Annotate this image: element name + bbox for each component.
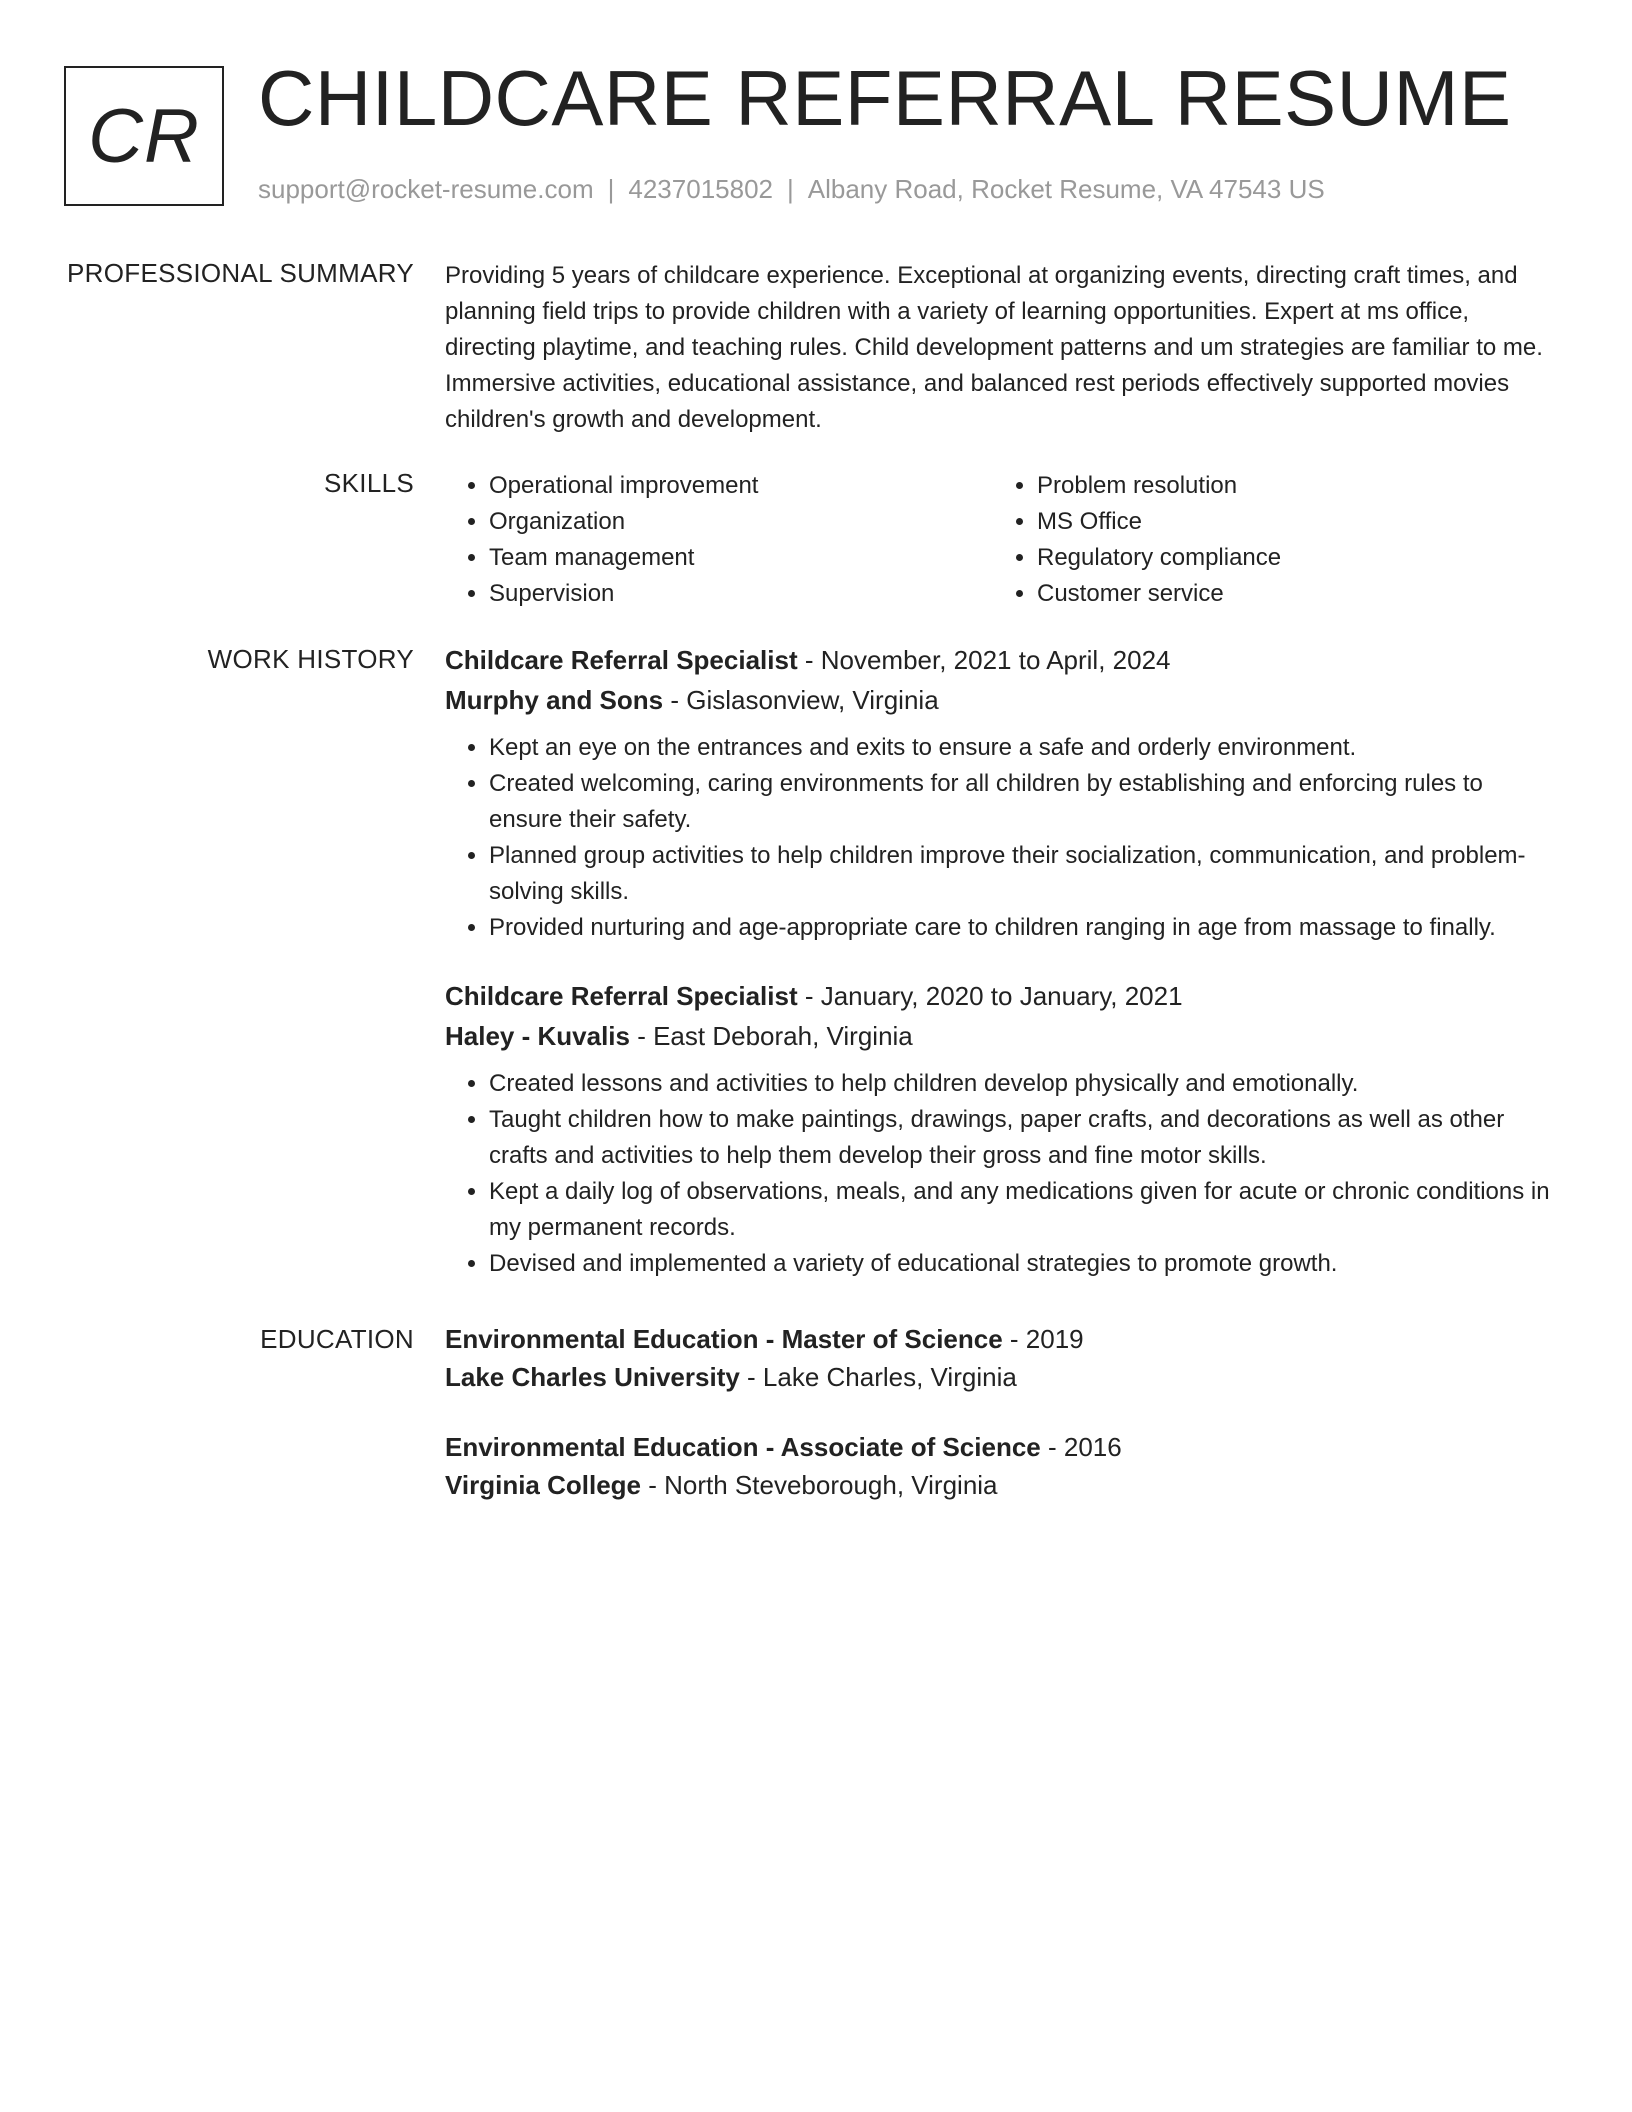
job-company-line (445, 1016, 1560, 1056)
job-title-line (445, 976, 1560, 1016)
school-location: - North Steveborough, Virginia (641, 1470, 998, 1500)
school-line (445, 1466, 1560, 1504)
degree: Environmental Education - Associate of Science (445, 1432, 1041, 1462)
education-entry (445, 1428, 1560, 1504)
work-history-body (445, 640, 1560, 1312)
job-bullets (445, 730, 1560, 946)
skill-item: • Organization (489, 504, 993, 540)
degree-year: - 2016 (1040, 1432, 1122, 1462)
job-location: - Gislasonview, Virginia (663, 685, 939, 715)
school-location: - Lake Charles, Virginia (739, 1362, 1017, 1392)
skill-item: • Supervision (489, 576, 993, 612)
job-bullet: • Kept an eye on the entrances and exits to ensure a safe and orderly environment. (489, 730, 1560, 766)
summary-body (445, 258, 1560, 438)
education-heading: EDUCATION (260, 1324, 414, 1354)
work-history-heading: WORK HISTORY (207, 644, 414, 674)
contact-separator: | (787, 174, 794, 204)
contact-email: support@rocket-resume.com (258, 174, 594, 204)
contact-address: Albany Road, Rocket Resume, VA 47543 US (807, 174, 1325, 204)
job-company-line (445, 680, 1560, 720)
job-bullet: • Kept a daily log of observations, meals, and any medications given for acute or chronic conditions in my permanent records. (489, 1174, 1560, 1246)
job-entry (445, 640, 1560, 946)
job-dates: - January, 2020 to January, 2021 (797, 981, 1183, 1011)
resume-title: CHILDCARE REFERRAL RESUME (258, 54, 1512, 142)
skill-item: • Team management (489, 540, 993, 576)
contact-phone: 4237015802 (628, 174, 773, 204)
job-bullet: • Created welcoming, caring environments for all children by establishing and enforcing rules to ensure their safety. (489, 766, 1560, 838)
job-bullet: • Created lessons and activities to help children develop physically and emotionally. (489, 1066, 1560, 1102)
summary-heading: PROFESSIONAL SUMMARY (67, 258, 414, 288)
skill-item: • Regulatory compliance (1037, 540, 1541, 576)
job-title: Childcare Referral Specialist (445, 645, 798, 675)
skill-item: • Problem resolution (1037, 468, 1541, 504)
skill-item: • MS Office (1037, 504, 1541, 540)
degree: Environmental Education - Master of Science (445, 1324, 1003, 1354)
job-bullet: • Planned group activities to help children improve their socialization, communication, and problem-solving skills. (489, 838, 1560, 910)
job-bullet: • Provided nurturing and age-appropriate care to children ranging in age from massage to finally. (489, 910, 1560, 946)
job-bullet: • Taught children how to make paintings, drawings, paper crafts, and decorations as well as other crafts and activities to help them develop their gross and fine motor skills. (489, 1102, 1560, 1174)
job-bullet: • Devised and implemented a variety of educational strategies to promote growth. (489, 1246, 1560, 1282)
monogram: CR (64, 66, 224, 206)
degree-line (445, 1320, 1560, 1358)
skills-heading: SKILLS (324, 468, 414, 498)
skill-item: • Customer service (1037, 576, 1541, 612)
skill-item: • Operational improvement (489, 468, 993, 504)
job-company: Murphy and Sons (445, 685, 664, 715)
skills-list-right (993, 468, 1541, 612)
job-company: Haley - Kuvalis (445, 1021, 630, 1051)
contact-line (258, 174, 1325, 205)
job-dates: - November, 2021 to April, 2024 (797, 645, 1171, 675)
contact-separator: | (607, 174, 615, 204)
job-bullets (445, 1066, 1560, 1282)
education-entry (445, 1320, 1560, 1396)
job-entry (445, 976, 1560, 1282)
school-line (445, 1358, 1560, 1396)
degree-line (445, 1428, 1560, 1466)
school: Lake Charles University (445, 1362, 740, 1392)
skills-body (445, 468, 1560, 612)
job-title-line (445, 640, 1560, 680)
school: Virginia College (445, 1470, 642, 1500)
job-title: Childcare Referral Specialist (445, 981, 798, 1011)
job-location: - East Deborah, Virginia (629, 1021, 913, 1051)
skills-list-left (445, 468, 993, 612)
education-body (445, 1320, 1560, 1536)
summary-text: Providing 5 years of childcare experience. Exceptional at organizing events, directing craft times, and planning field trips to provide children with a variety of learning opportunities. Expert at ms office, directing playtime, and teaching rules. Child development patterns and um strategies are familiar to me. Immersive activities, educational assistance, and balanced rest periods effectively supported movies children's growth and development. (445, 262, 1543, 433)
degree-year: - 2019 (1002, 1324, 1084, 1354)
